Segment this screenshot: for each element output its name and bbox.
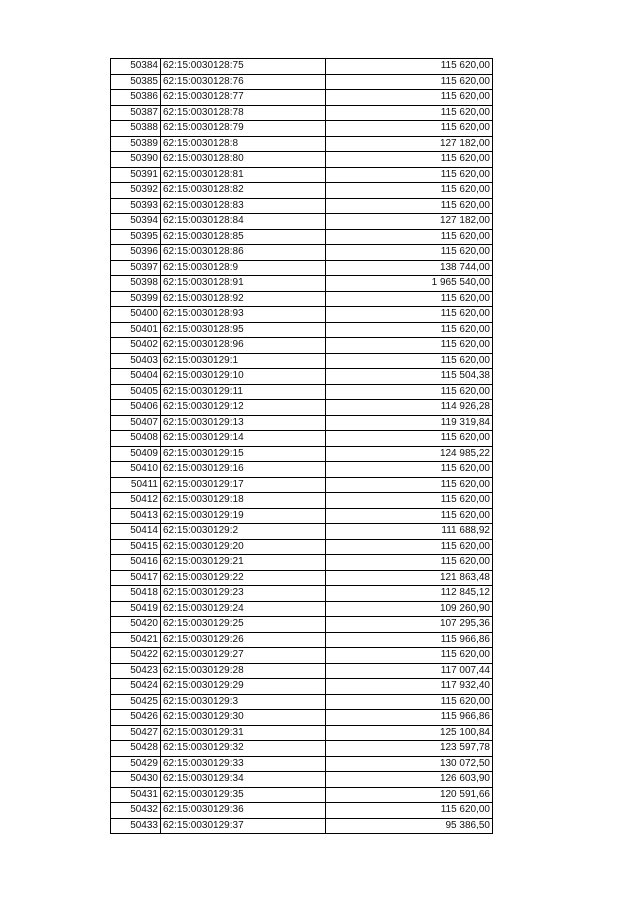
table-row xyxy=(111,787,493,803)
cadastral-value-cell: 115 620,00 xyxy=(326,105,493,121)
table-row xyxy=(111,663,493,679)
cadastral-value-cell: 115 620,00 xyxy=(326,477,493,493)
table-row xyxy=(111,105,493,121)
cadastral-value-cell: 1 965 540,00 xyxy=(326,276,493,292)
table-row xyxy=(111,90,493,106)
cadastral-number-cell: 62:15:0030128:78 xyxy=(161,105,326,121)
cadastral-value-cell: 115 966,86 xyxy=(326,710,493,726)
cadastral-value-cell: 115 620,00 xyxy=(326,74,493,90)
cadastral-value-cell: 115 620,00 xyxy=(326,555,493,571)
row-number-cell: 50393 xyxy=(111,198,161,214)
table-row xyxy=(111,648,493,664)
row-number-cell: 50392 xyxy=(111,183,161,199)
cadastral-value-cell: 115 620,00 xyxy=(326,291,493,307)
table-row xyxy=(111,477,493,493)
cadastral-value-cell: 115 620,00 xyxy=(326,59,493,75)
cadastral-value-cell: 119 319,84 xyxy=(326,415,493,431)
cadastral-value-cell: 115 620,00 xyxy=(326,229,493,245)
table-row xyxy=(111,260,493,276)
cadastral-number-cell: 62:15:0030129:35 xyxy=(161,787,326,803)
row-number-cell: 50424 xyxy=(111,679,161,695)
table-row xyxy=(111,539,493,555)
cadastral-value-cell: 115 620,00 xyxy=(326,431,493,447)
cadastral-number-cell: 62:15:0030128:85 xyxy=(161,229,326,245)
cadastral-number-cell: 62:15:0030128:92 xyxy=(161,291,326,307)
table-row xyxy=(111,74,493,90)
table-row xyxy=(111,415,493,431)
cadastral-value-cell: 115 620,00 xyxy=(326,167,493,183)
table-row xyxy=(111,322,493,338)
row-number-cell: 50396 xyxy=(111,245,161,261)
table-row xyxy=(111,524,493,540)
cadastral-value-cell: 115 620,00 xyxy=(326,384,493,400)
table-row xyxy=(111,508,493,524)
table-row xyxy=(111,679,493,695)
cadastral-value-cell: 125 100,84 xyxy=(326,725,493,741)
table-row xyxy=(111,725,493,741)
row-number-cell: 50433 xyxy=(111,818,161,834)
table-row xyxy=(111,617,493,633)
row-number-cell: 50399 xyxy=(111,291,161,307)
cadastral-number-cell: 62:15:0030129:34 xyxy=(161,772,326,788)
cadastral-value-cell: 111 688,92 xyxy=(326,524,493,540)
cadastral-number-cell: 62:15:0030129:3 xyxy=(161,694,326,710)
table-row xyxy=(111,570,493,586)
row-number-cell: 50385 xyxy=(111,74,161,90)
cadastral-value-cell: 115 620,00 xyxy=(326,539,493,555)
cadastral-number-cell: 62:15:0030128:8 xyxy=(161,136,326,152)
cadastral-value-cell: 115 620,00 xyxy=(326,183,493,199)
cadastral-value-cell: 112 845,12 xyxy=(326,586,493,602)
cadastral-number-cell: 62:15:0030129:27 xyxy=(161,648,326,664)
cadastral-number-cell: 62:15:0030128:79 xyxy=(161,121,326,137)
cadastral-number-cell: 62:15:0030129:22 xyxy=(161,570,326,586)
cadastral-number-cell: 62:15:0030128:86 xyxy=(161,245,326,261)
cadastral-value-cell: 117 007,44 xyxy=(326,663,493,679)
row-number-cell: 50405 xyxy=(111,384,161,400)
row-number-cell: 50412 xyxy=(111,493,161,509)
cadastral-number-cell: 62:15:0030129:17 xyxy=(161,477,326,493)
row-number-cell: 50408 xyxy=(111,431,161,447)
row-number-cell: 50411 xyxy=(111,477,161,493)
cadastral-value-cell: 115 620,00 xyxy=(326,307,493,323)
table-row xyxy=(111,384,493,400)
table-row xyxy=(111,555,493,571)
table-row xyxy=(111,183,493,199)
row-number-cell: 50389 xyxy=(111,136,161,152)
cadastral-value-cell: 115 620,00 xyxy=(326,508,493,524)
cadastral-number-cell: 62:15:0030128:76 xyxy=(161,74,326,90)
cadastral-number-cell: 62:15:0030129:12 xyxy=(161,400,326,416)
cadastral-value-cell: 115 966,86 xyxy=(326,632,493,648)
cadastral-value-cell: 130 072,50 xyxy=(326,756,493,772)
row-number-cell: 50429 xyxy=(111,756,161,772)
cadastral-number-cell: 62:15:0030128:82 xyxy=(161,183,326,199)
table-row xyxy=(111,59,493,75)
row-number-cell: 50413 xyxy=(111,508,161,524)
cadastral-value-cell: 115 620,00 xyxy=(326,322,493,338)
cadastral-number-cell: 62:15:0030128:77 xyxy=(161,90,326,106)
cadastral-number-cell: 62:15:0030128:96 xyxy=(161,338,326,354)
cadastral-number-cell: 62:15:0030128:91 xyxy=(161,276,326,292)
table-row xyxy=(111,245,493,261)
cadastral-value-cell: 109 260,90 xyxy=(326,601,493,617)
cadastral-number-cell: 62:15:0030128:80 xyxy=(161,152,326,168)
table-row xyxy=(111,741,493,757)
cadastral-number-cell: 62:15:0030129:23 xyxy=(161,586,326,602)
cadastral-value-cell: 117 932,40 xyxy=(326,679,493,695)
cadastral-value-cell: 95 386,50 xyxy=(326,818,493,834)
table-row xyxy=(111,229,493,245)
cadastral-value-cell: 120 591,66 xyxy=(326,787,493,803)
row-number-cell: 50407 xyxy=(111,415,161,431)
row-number-cell: 50394 xyxy=(111,214,161,230)
cadastral-value-cell: 123 597,78 xyxy=(326,741,493,757)
cadastral-number-cell: 62:15:0030129:26 xyxy=(161,632,326,648)
cadastral-value-cell: 115 620,00 xyxy=(326,462,493,478)
cadastral-number-cell: 62:15:0030129:21 xyxy=(161,555,326,571)
row-number-cell: 50425 xyxy=(111,694,161,710)
cadastral-number-cell: 62:15:0030128:9 xyxy=(161,260,326,276)
cadastral-value-cell: 115 620,00 xyxy=(326,245,493,261)
row-number-cell: 50402 xyxy=(111,338,161,354)
cadastral-value-cell: 121 863,48 xyxy=(326,570,493,586)
cadastral-value-cell: 126 603,90 xyxy=(326,772,493,788)
cadastral-number-cell: 62:15:0030129:13 xyxy=(161,415,326,431)
cadastral-value-cell: 107 295,36 xyxy=(326,617,493,633)
row-number-cell: 50422 xyxy=(111,648,161,664)
cadastral-value-cell: 115 620,00 xyxy=(326,493,493,509)
row-number-cell: 50420 xyxy=(111,617,161,633)
row-number-cell: 50410 xyxy=(111,462,161,478)
table-row xyxy=(111,353,493,369)
table-row xyxy=(111,167,493,183)
row-number-cell: 50391 xyxy=(111,167,161,183)
cadastral-number-cell: 62:15:0030129:28 xyxy=(161,663,326,679)
table-row xyxy=(111,307,493,323)
row-number-cell: 50397 xyxy=(111,260,161,276)
cadastral-number-cell: 62:15:0030129:18 xyxy=(161,493,326,509)
cadastral-number-cell: 62:15:0030129:31 xyxy=(161,725,326,741)
cadastral-number-cell: 62:15:0030129:16 xyxy=(161,462,326,478)
table-row xyxy=(111,694,493,710)
cadastral-number-cell: 62:15:0030129:11 xyxy=(161,384,326,400)
row-number-cell: 50403 xyxy=(111,353,161,369)
cadastral-number-cell: 62:15:0030129:36 xyxy=(161,803,326,819)
cadastral-number-cell: 62:15:0030129:24 xyxy=(161,601,326,617)
cadastral-value-cell: 115 620,00 xyxy=(326,694,493,710)
cadastral-value-cell: 115 620,00 xyxy=(326,803,493,819)
cadastral-value-cell: 124 985,22 xyxy=(326,446,493,462)
cadastral-number-cell: 62:15:0030129:1 xyxy=(161,353,326,369)
cadastral-value-cell: 115 504,38 xyxy=(326,369,493,385)
table-row xyxy=(111,400,493,416)
table-row xyxy=(111,291,493,307)
table-row xyxy=(111,632,493,648)
table-row xyxy=(111,710,493,726)
table-body xyxy=(111,59,493,834)
table-row xyxy=(111,276,493,292)
cadastral-value-cell: 127 182,00 xyxy=(326,214,493,230)
row-number-cell: 50386 xyxy=(111,90,161,106)
table-row xyxy=(111,756,493,772)
cadastral-value-cell: 115 620,00 xyxy=(326,338,493,354)
row-number-cell: 50416 xyxy=(111,555,161,571)
table-row xyxy=(111,446,493,462)
cadastral-number-cell: 62:15:0030128:84 xyxy=(161,214,326,230)
row-number-cell: 50426 xyxy=(111,710,161,726)
cadastral-value-cell: 115 620,00 xyxy=(326,152,493,168)
row-number-cell: 50415 xyxy=(111,539,161,555)
row-number-cell: 50414 xyxy=(111,524,161,540)
cadastral-value-table xyxy=(110,58,493,834)
table-row xyxy=(111,462,493,478)
table-row xyxy=(111,818,493,834)
cadastral-number-cell: 62:15:0030129:25 xyxy=(161,617,326,633)
cadastral-value-cell: 115 620,00 xyxy=(326,121,493,137)
row-number-cell: 50431 xyxy=(111,787,161,803)
row-number-cell: 50427 xyxy=(111,725,161,741)
row-number-cell: 50388 xyxy=(111,121,161,137)
cadastral-value-cell: 115 620,00 xyxy=(326,648,493,664)
row-number-cell: 50432 xyxy=(111,803,161,819)
cadastral-number-cell: 62:15:0030128:75 xyxy=(161,59,326,75)
table-row xyxy=(111,338,493,354)
table-row xyxy=(111,198,493,214)
row-number-cell: 50404 xyxy=(111,369,161,385)
table-row xyxy=(111,772,493,788)
cadastral-number-cell: 62:15:0030128:95 xyxy=(161,322,326,338)
cadastral-number-cell: 62:15:0030128:81 xyxy=(161,167,326,183)
table-row xyxy=(111,136,493,152)
cadastral-value-cell: 115 620,00 xyxy=(326,90,493,106)
cadastral-number-cell: 62:15:0030129:37 xyxy=(161,818,326,834)
cadastral-number-cell: 62:15:0030129:32 xyxy=(161,741,326,757)
table-row xyxy=(111,431,493,447)
row-number-cell: 50398 xyxy=(111,276,161,292)
table-row xyxy=(111,214,493,230)
table-row xyxy=(111,121,493,137)
row-number-cell: 50395 xyxy=(111,229,161,245)
cadastral-number-cell: 62:15:0030129:2 xyxy=(161,524,326,540)
table-row xyxy=(111,601,493,617)
cadastral-number-cell: 62:15:0030129:29 xyxy=(161,679,326,695)
cadastral-number-cell: 62:15:0030128:83 xyxy=(161,198,326,214)
row-number-cell: 50406 xyxy=(111,400,161,416)
cadastral-value-cell: 115 620,00 xyxy=(326,198,493,214)
row-number-cell: 50421 xyxy=(111,632,161,648)
row-number-cell: 50417 xyxy=(111,570,161,586)
table-row xyxy=(111,803,493,819)
cadastral-number-cell: 62:15:0030129:33 xyxy=(161,756,326,772)
row-number-cell: 50387 xyxy=(111,105,161,121)
cadastral-value-cell: 114 926,28 xyxy=(326,400,493,416)
row-number-cell: 50409 xyxy=(111,446,161,462)
row-number-cell: 50418 xyxy=(111,586,161,602)
cadastral-number-cell: 62:15:0030129:19 xyxy=(161,508,326,524)
cadastral-value-cell: 138 744,00 xyxy=(326,260,493,276)
cadastral-number-cell: 62:15:0030129:20 xyxy=(161,539,326,555)
row-number-cell: 50384 xyxy=(111,59,161,75)
cadastral-value-cell: 127 182,00 xyxy=(326,136,493,152)
row-number-cell: 50423 xyxy=(111,663,161,679)
row-number-cell: 50419 xyxy=(111,601,161,617)
row-number-cell: 50430 xyxy=(111,772,161,788)
cadastral-number-cell: 62:15:0030129:10 xyxy=(161,369,326,385)
row-number-cell: 50390 xyxy=(111,152,161,168)
cadastral-number-cell: 62:15:0030128:93 xyxy=(161,307,326,323)
table-row xyxy=(111,369,493,385)
cadastral-value-cell: 115 620,00 xyxy=(326,353,493,369)
table-row xyxy=(111,152,493,168)
table-row xyxy=(111,586,493,602)
table-row xyxy=(111,493,493,509)
row-number-cell: 50401 xyxy=(111,322,161,338)
cadastral-number-cell: 62:15:0030129:14 xyxy=(161,431,326,447)
cadastral-number-cell: 62:15:0030129:30 xyxy=(161,710,326,726)
row-number-cell: 50400 xyxy=(111,307,161,323)
row-number-cell: 50428 xyxy=(111,741,161,757)
cadastral-number-cell: 62:15:0030129:15 xyxy=(161,446,326,462)
